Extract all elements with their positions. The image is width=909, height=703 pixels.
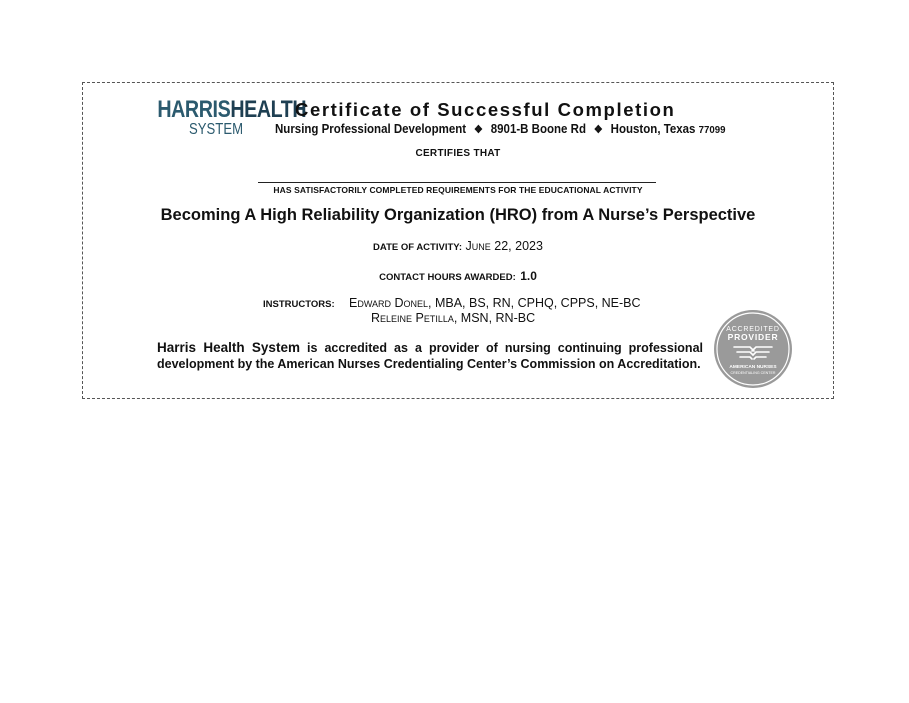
diamond-icon: ❖ bbox=[593, 124, 603, 136]
accreditation-text: is accredited as a provider of nursing continuing professional development by the American Nurses Credentialing Center’s Commission on Accreditation. bbox=[157, 341, 703, 371]
date-row bbox=[83, 239, 833, 253]
accreditation-org: Harris Health System bbox=[157, 340, 300, 355]
seal-line-4: CREDENTIALING CENTER bbox=[730, 371, 776, 375]
harris-health-logo bbox=[135, 96, 307, 138]
instructor-names bbox=[349, 296, 641, 326]
seal-line-1: ACCREDITED bbox=[726, 326, 780, 333]
zip-code: 77099 bbox=[698, 124, 726, 136]
diamond-icon: ❖ bbox=[473, 124, 483, 136]
requirement-label: HAS SATISFACTORILY COMPLETED REQUIREMENTS FOR THE EDUCATIONAL ACTIVITY bbox=[273, 185, 643, 195]
date-label: DATE OF ACTIVITY: bbox=[373, 242, 463, 253]
hours-label: CONTACT HOURS AWARDED: bbox=[379, 272, 516, 283]
seal-line-2: PROVIDER bbox=[727, 332, 779, 342]
logo-part-b: HEALTH bbox=[230, 96, 307, 123]
certificate bbox=[82, 82, 834, 399]
logo-part-a: HARRIS bbox=[157, 96, 231, 123]
hours-value: 1.0 bbox=[520, 269, 537, 283]
certifies-label: CERTIFIES THAT bbox=[415, 148, 501, 159]
certificate-title: Certificate of Successful Completion bbox=[295, 99, 676, 120]
department-name: Nursing Professional Development bbox=[275, 122, 467, 136]
course-title: Becoming A High Reliability Organization (HRO) from A Nurse’s Perspective bbox=[160, 206, 756, 224]
header-address-line bbox=[275, 122, 726, 136]
date-value: June 22, 2023 bbox=[465, 239, 543, 253]
instructor-name: Releine Petilla, MSN, RN-BC bbox=[371, 311, 536, 325]
street-address: 8901-B Boone Rd bbox=[490, 122, 586, 136]
hours-row bbox=[83, 267, 833, 285]
name-line bbox=[258, 182, 656, 183]
instructor-name: Edward Donel, MBA, BS, RN, CPHQ, CPPS, NE-BC bbox=[349, 296, 641, 310]
seal-line-3: AMERICAN NURSES bbox=[729, 365, 777, 370]
accreditation-statement bbox=[157, 340, 703, 372]
accredited-provider-seal bbox=[710, 309, 796, 389]
city-state: Houston, Texas bbox=[610, 122, 696, 136]
logo-subtitle: SYSTEM bbox=[189, 121, 243, 138]
instructors-label: INSTRUCTORS: bbox=[263, 299, 335, 310]
